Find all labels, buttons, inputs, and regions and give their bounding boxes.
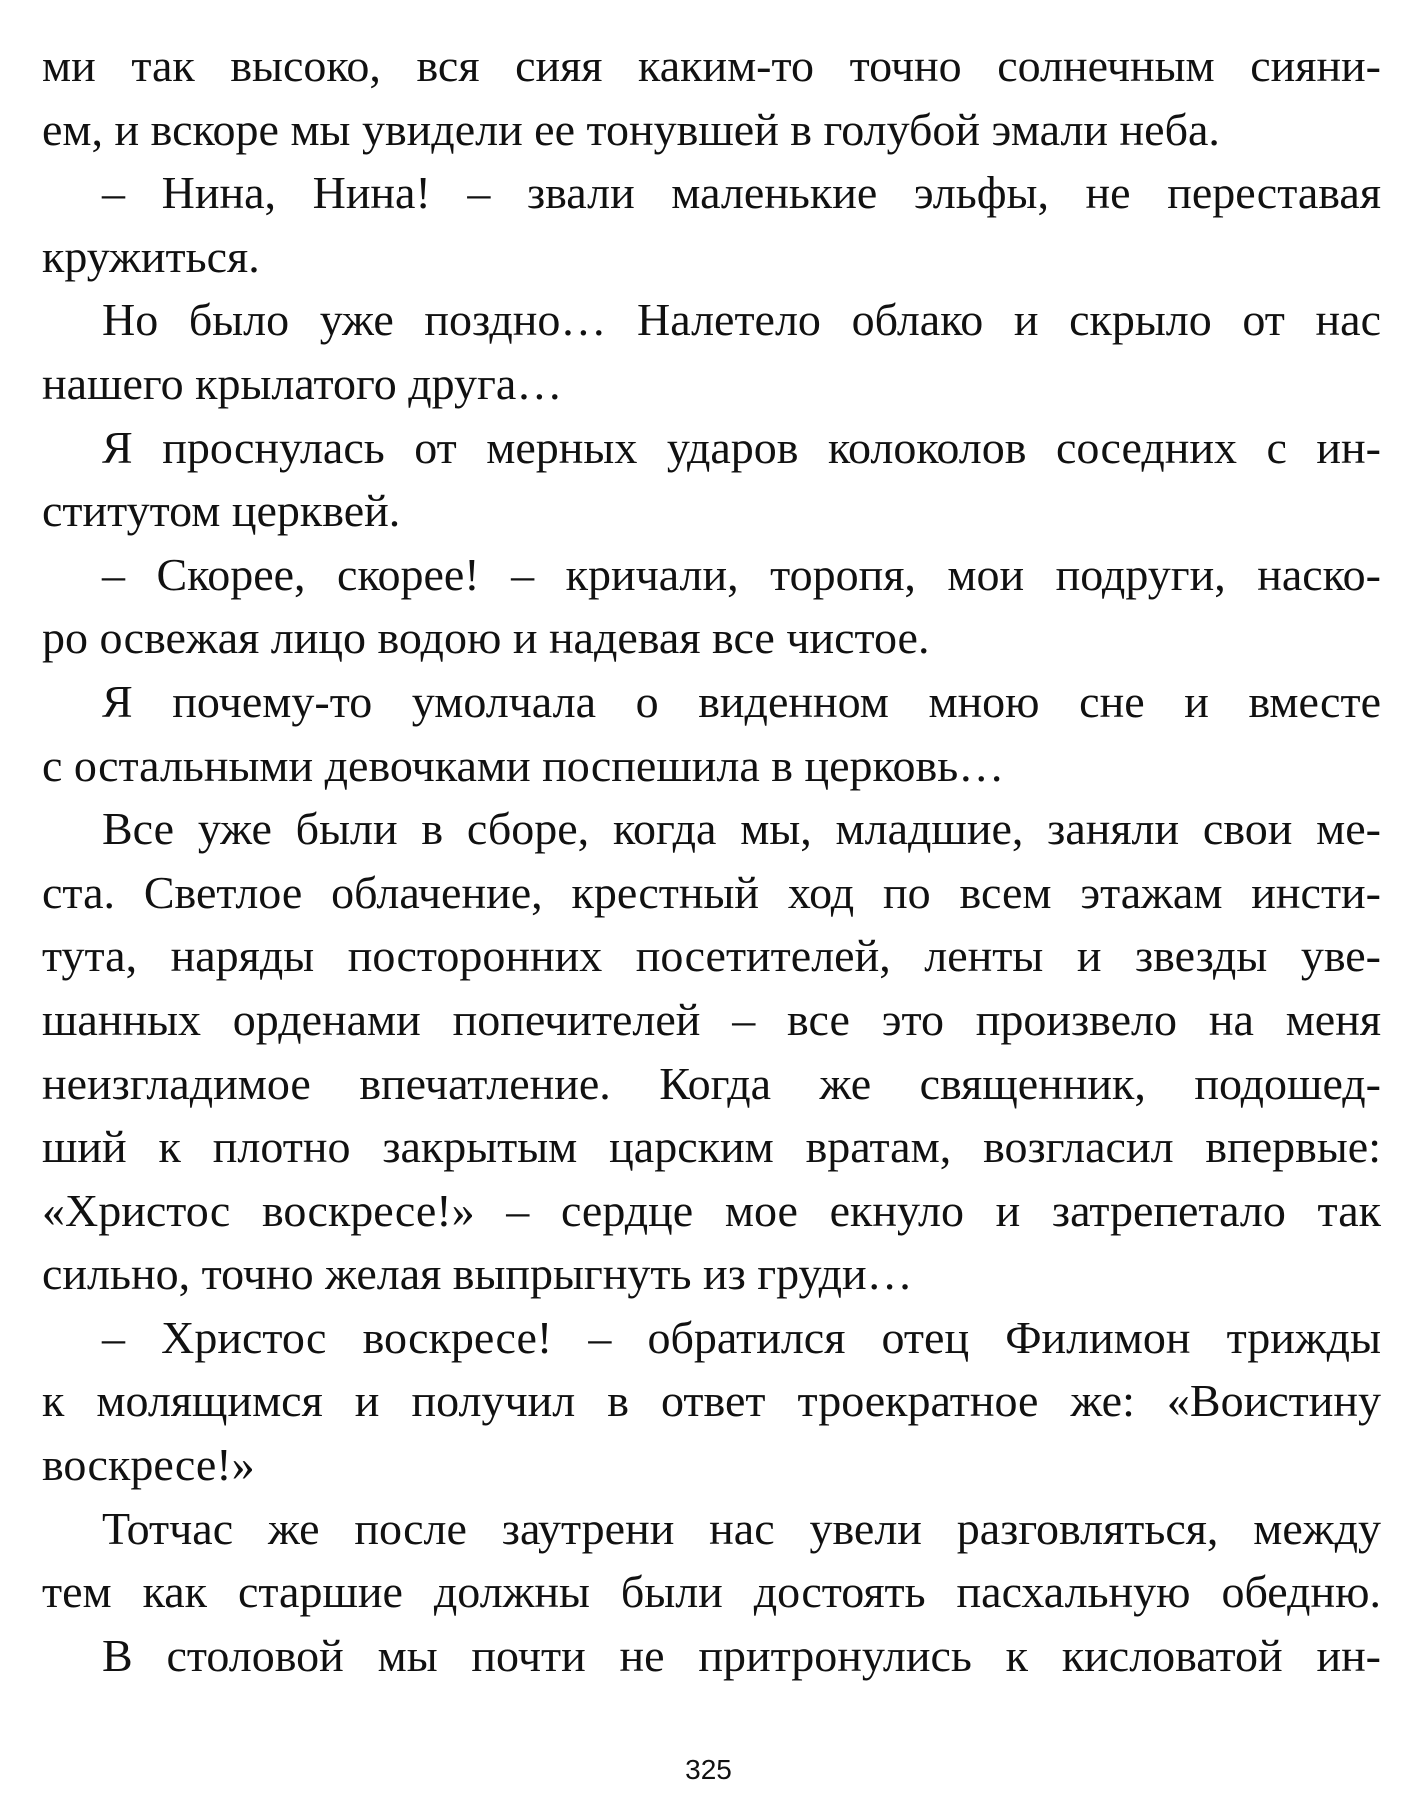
text-line: к молящимся и получил в ответ троекратное же: «Воистину [42,1375,1381,1427]
text-line: – Скорее, скорее! – кричали, торопя, мои подруги, наско- [102,548,1381,600]
text-line: ший к плотно закрытым царским вратам, возгласил впервые: [42,1121,1381,1173]
page-text-block [42,34,1381,1687]
text-line: В столовой мы почти не притронулись к кисловатой ин- [102,1629,1381,1681]
text-line: ем, и вскоре мы увидели ее тонувшей в голубой эмали неба. [42,103,1220,155]
text-line: кружиться. [42,230,260,282]
text-line: шанных орденами попечителей – все это произвело на меня [42,993,1381,1045]
text-line: ститутом церквей. [42,485,401,537]
text-line: сильно, точно желая выпрыгнуть из груди… [42,1248,913,1300]
text-line: воскресе!» [42,1439,255,1491]
text-line: тута, наряды посторонних посетителей, ленты и звезды уве- [42,930,1381,982]
text-line: ста. Светлое облачение, крестный ход по всем этажам инсти- [42,866,1381,918]
text-line: «Христос воскресе!» – сердце мое екнуло и затрепетало так [42,1184,1381,1236]
text-line: ро освежая лицо водою и надевая все чистое. [42,612,930,664]
text-line: Все уже были в сборе, когда мы, младшие, заняли свои ме- [102,803,1381,855]
text-line: неизгладимое впечатление. Когда же священник, подошед- [42,1057,1381,1109]
text-line: Тотчас же после заутрени нас увели разговляться, между [102,1502,1381,1554]
text-line: с остальными девочками поспешила в церковь… [42,739,1005,791]
text-line: ми так высоко, вся сияя каким-то точно солнечным сияни- [42,40,1381,91]
text-line: – Христос воскресе! – обратился отец Филимон трижды [102,1311,1381,1363]
page-number: 325 [685,1754,732,1785]
text-line: Но было уже поздно… Налетело облако и скрыло от нас [102,294,1381,346]
text-line: – Нина, Нина! – звали маленькие эльфы, не переставая [102,167,1381,219]
text-line: нашего крылатого друга… [42,357,563,409]
text-line: Я проснулась от мерных ударов колоколов соседних с ин- [102,421,1381,473]
text-line: Я почему-то умолчала о виденном мною сне и вместе [102,675,1381,727]
text-line: тем как старшие должны были достоять пасхальную обедню. [42,1566,1381,1618]
